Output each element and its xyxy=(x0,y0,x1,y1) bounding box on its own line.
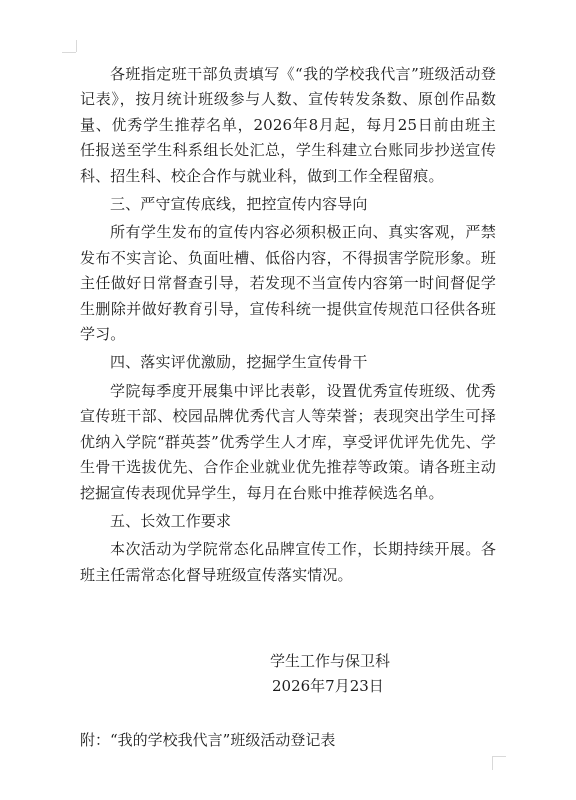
crop-mark xyxy=(62,52,76,53)
section-heading-5: 五、长效工作要求 xyxy=(110,511,232,530)
crop-mark xyxy=(492,756,506,757)
crop-mark xyxy=(76,40,77,52)
issuing-department: 学生工作与保卫科 xyxy=(270,652,391,670)
document-body xyxy=(80,62,496,588)
paragraph-content-guidelines: 所有学生发布的宣传内容必须积极正向、真实客观，严禁发布不实言论、负面吐槽、低俗内容，不得损害学院形象。班主任做好日常督查引导，若发现不当宣传内容第一时间督促学生删除并做好教育引导，宣传科统一提供宣传规范口径供各班学习。 xyxy=(80,223,496,344)
paragraph-registration: 各班指定班干部负责填写《“我的学校我代言”班级活动登记表》，按月统计班级参与人数、宣传转发条数、原创作品数量、优秀学生推荐名单，2026年8月起，每月25日前由班主任报送至学生科系组长处汇总，学生科建立台账同步抄送宣传科、招生科、校企合作与就业科，做到工作全程留痕。 xyxy=(80,65,496,185)
section-heading-4: 四、落实评优激励，挖掘学生宣传骨干 xyxy=(110,353,368,372)
issue-date: 2026年7月23日 xyxy=(272,677,384,695)
signature-block xyxy=(270,649,490,699)
attachment-note: 附：“我的学校我代言”班级活动登记表 xyxy=(80,731,336,749)
section-heading-3: 三、严守宣传底线，把控宣传内容导向 xyxy=(110,195,368,214)
paragraph-incentives: 学院每季度开展集中评比表彰，设置优秀宣传班级、优秀宣传班干部、校园品牌优秀代言人等荣誉；表现突出学生可择优纳入学院“群英荟”优秀学生人才库，享受评优评先优先、学生骨干选拔优先、合作企业就业优先推荐等政策。请各班主动挖掘宣传表现优异学生，每月在台账中推荐候选名单。 xyxy=(80,381,496,502)
paragraph-long-term: 本次活动为学院常态化品牌宣传工作，长期持续开展。各班主任需常态化督导班级宣传落实情况。 xyxy=(80,540,496,584)
crop-mark xyxy=(492,756,493,770)
